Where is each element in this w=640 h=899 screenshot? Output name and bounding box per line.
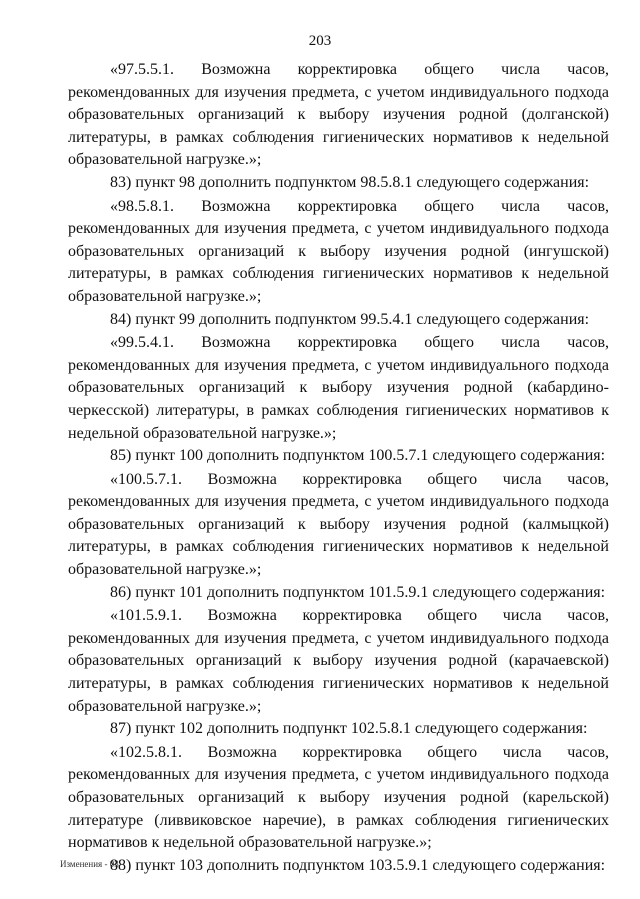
amendment-item: 86) пункт 101 дополнить подпунктом 101.5.9.1 следующего содержания: [110, 583, 606, 601]
paragraph: «98.5.8.1. Возможна корректировка общего числа часов, рекомендованных для изучения предмета, с учетом индивидуального подхода образовательных организаций к выбору изучения родной (ингушской) литературы, в рамках соблюдения гигиенических нормативов к недельной образовательной нагрузке.»; [68, 197, 609, 305]
amendment-item: 83) пункт 98 дополнить подпунктом 98.5.8.1 следующего содержания: [110, 173, 590, 191]
amendment-item: 87) пункт 102 дополнить подпункт 102.5.8.1 следующего содержания: [110, 720, 588, 738]
footer-note: Изменения - 03 [60, 859, 119, 869]
amendment-item: 85) пункт 100 дополнить подпунктом 100.5.7.1 следующего содержания: [110, 447, 606, 465]
paragraph: «99.5.4.1. Возможна корректировка общего числа часов, рекомендованных для изучения предмета, с учетом индивидуального подхода образовательных организаций к выбору изучения родной (кабардино-черкесской) литературы, в рамках соблюдения гигиенических нормативов к недельной образовательной нагрузке.»; [68, 334, 609, 442]
amendment-item: 88) пункт 103 дополнить подпунктом 103.5.9.1 следующего содержания: [110, 856, 606, 874]
page-number: 203 [308, 33, 332, 49]
document-body [68, 59, 609, 877]
paragraph: «101.5.9.1. Возможна корректировка общего числа часов, рекомендованных для изучения предмета, с учетом индивидуального подхода образовательных организаций к выбору изучения родной (карачаевской) литературы, в рамках соблюдения гигиенических нормативов к недельной образовательной нагрузке.»; [68, 607, 609, 715]
paragraph: «97.5.5.1. Возможна корректировка общего числа часов, рекомендованных для изучения предмета, с учетом индивидуального подхода образовательных организаций к выбору изучения родной (долганской) литературы, в рамках соблюдения гигиенических нормативов к недельной образовательной нагрузке.»; [68, 61, 609, 169]
paragraph: «100.5.7.1. Возможна корректировка общего числа часов, рекомендованных для изучения предмета, с учетом индивидуального подхода образовательных организаций к выбору изучения родной (калмыцкой) литературы, в рамках соблюдения гигиенических нормативов к недельной образовательной нагрузке.»; [68, 470, 609, 579]
amendment-item: 84) пункт 99 дополнить подпунктом 99.5.4.1 следующего содержания: [110, 310, 590, 328]
paragraph: «102.5.8.1. Возможна корректировка общего числа часов, рекомендованных для изучения предмета, с учетом индивидуального подхода образовательных организаций к выбору изучения родной (карельской) литературе (ливвиковское наречие), в рамках соблюдения гигиенических нормативов к недельной образовательной нагрузке.»; [68, 743, 609, 852]
